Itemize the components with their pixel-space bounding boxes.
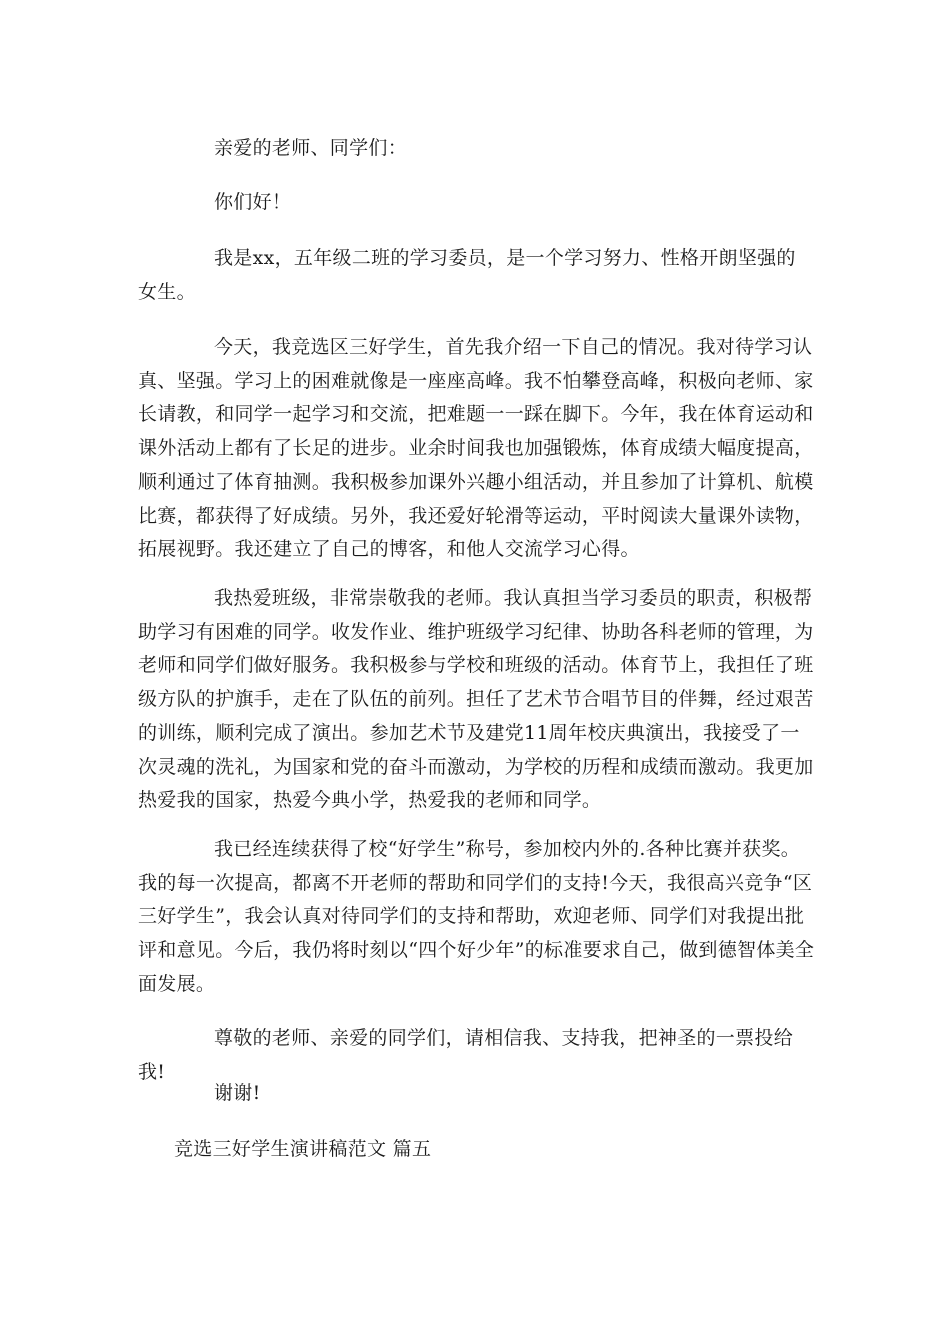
class-paragraph: 我热爱班级，非常崇敬我的老师。我认真担当学习委员的职责，积极帮助学习有困难的同学。收发作业、维护班级学习纪律、协助各科老师的管理，为老师和同学们做好服务。我积极参与学校和班级的活动。体育节上，我担任了班级方队的护旗手，走在了队伍的前列。担任了艺术节合唱节目的伴舞，经过艰苦的训练，顺利完成了演出。参加艺术节及建党11周年校庆典演出，我接受了一次灵魂的洗礼，为国家和党的奋斗而激动，为学校的历程和成绩而激动。我更加热爱我的国家，热爱今典小学，热爱我的老师和同学。 xyxy=(138,587,814,812)
greeting-paragraph: 亲爱的老师、同学们： xyxy=(214,137,408,159)
intro-paragraph: 我是xx，五年级二班的学习委员，是一个学习努力、性格开朗坚强的女生。 xyxy=(138,247,796,303)
thanks-paragraph: 谢谢! xyxy=(214,1082,261,1104)
section-heading: 竞选三好学生演讲稿范文 篇五 xyxy=(174,1138,432,1160)
study-paragraph: 今天，我竞选区三好学生，首先我介绍一下自己的情况。我对待学习认真、坚强。学习上的困难就像是一座座高峰。我不怕攀登高峰，积极向老师、家长请教，和同学一起学习和交流，把难题一一踩在脚下。今年，我在体育运动和课外活动上都有了长足的进步。业余时间我也加强锻炼，体育成绩大幅度提高，顺利通过了体育抽测。我积极参加课外兴趣小组活动，并且参加了计算机、航模比赛，都获得了好成绩。另外，我还爱好轮滑等运动，平时阅读大量课外读物，拓展视野。我还建立了自己的博客，和他人交流学习心得。 xyxy=(138,336,814,561)
appeal-paragraph: 尊敬的老师、亲爱的同学们，请相信我、支持我，把神圣的一票投给我! xyxy=(138,1027,794,1083)
awards-paragraph: 我已经连续获得了校“好学生”称号，参加校内外的.各种比赛并获奖。我的每一次提高，都离不开老师的帮助和同学们的支持!今天，我很高兴竞争“区三好学生”，我会认真对待同学们的支持和帮助，欢迎老师、同学们对我提出批评和意见。今后，我仍将时刻以“四个好少年”的标准要求自己，做到德智体美全面发展。 xyxy=(138,838,815,995)
hello-paragraph: 你们好！ xyxy=(214,191,292,213)
